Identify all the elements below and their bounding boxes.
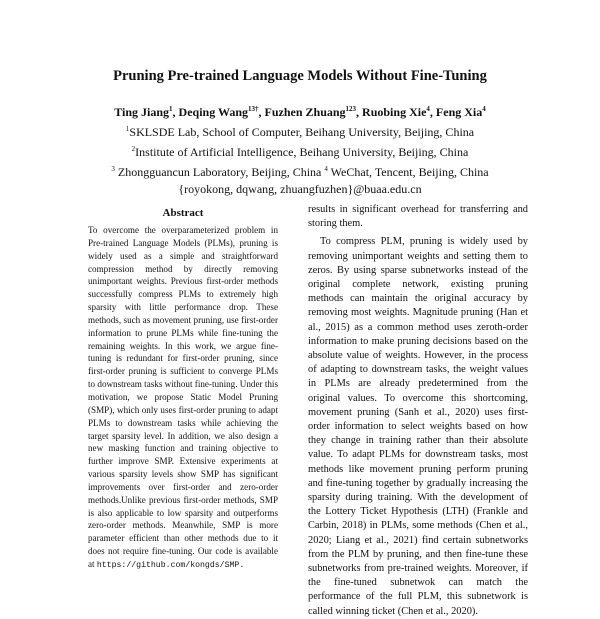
author-name: Ting Jiang: [114, 105, 170, 119]
author-name: Feng Xia: [435, 105, 483, 119]
code-link[interactable]: https://github.com/kongds/SMP.: [96, 560, 245, 570]
author-sup: 4: [426, 105, 430, 113]
affiliation-2: $^2$Institute of Artificial Intelligence, Beihang University, Beijing, China: [131, 145, 469, 159]
abstract-paragraph: To overcome the overparameterized problem in Pre-trained Language Models (PLMs), pruning is widely used as a simple and straightforward compression method by directly removing unimportant weights. Previous first-order methods successfully compress PLMs to extremely high sparsity with little performance drop. These methods, such as movement pruning, use first-order information to prune PLMs while fine-tuning the remaining weights. In this work, we argue fine-tuning is redundant for first-order pruning, since first-order pruning is sufficient to converge PLMs to downstream tasks without fine-tuning. Under this motivation, we propose Static Model Pruning (SMP), which only uses first-order pruning to adapt PLMs to downstream tasks while achieving the target sparsity level. In addition, we also design a new masking function and training objective to further improve SMP. Extensive experiments at various sparsity levels show SMP has significant improvements over first-order and zero-order methods.Unlike previous first-order methods, SMP is also applicable to low sparsity and outperforms zero-order methods. Meanwhile, SMP is more parameter efficient than other methods due to it does not require fine-tuning. Our code is available at: [88, 225, 278, 569]
author-emails: {royokong, dqwang, zhuangfuzhen}@buaa.edu.cn: [178, 182, 422, 196]
abstract-text: [88, 224, 278, 573]
author-block: [0, 101, 600, 198]
author-sup: 4: [482, 105, 486, 113]
paper-title: Pruning Pre-trained Language Models Without Fine-Tuning: [113, 68, 487, 84]
affiliation-3: $^3$ Zhongguancun Laboratory, Beijing, China $^4$ WeChat, Tencent, Beijing, China: [111, 165, 489, 179]
author-name: Fuzhen Zhuang: [264, 105, 346, 119]
author-name: Deqing Wang: [178, 105, 249, 119]
intro-paragraph-1: results in significant overhead for transferring and storing them.: [308, 204, 528, 230]
author-sup: 123: [345, 105, 357, 113]
abstract-heading: Abstract: [162, 207, 204, 219]
author-sup: 1: [169, 105, 173, 113]
intro-paragraph-2: To compress PLM, pruning is widely used by removing unimportant weights and setting them to zeros. By using sparse subnetworks instead of the original complete network, existing pruning methods can maintain the original accuracy by removing most weights. Magnitude pruning (Han et al., 2015) as a common method uses zeroth-order information to make pruning decisions based on the absolute value of weights. However, in the process of adapting to downstream tasks, the weight values in PLMs are already predetermined from the original values. To overcome this shortcoming, movement pruning (Sanh et al., 2020) uses first-order information to select weights based on how they change in training rather than their absolute value. To adapt PLMs for downstream tasks, most methods like movement pruning perform pruning and fine-tuning together by gradually increasing the sparsity during training. With the development of the Lottery Ticket Hypothesis (LTH) (Frankle and Carbin, 2018) in PLMs, some methods (Chen et al., 2020; Liang et al., 2021) find certain subnetworks from the PLM by pruning, and then fine-tune these subnetworks from pre-trained weights. Moreover, if the fine-tuned subnetwok can match the performance of the full PLM, this subnetwork is called winning ticket (Chen et al., 2020).: [308, 236, 528, 617]
author-name: Ruobing Xie: [362, 105, 427, 119]
author-names: Ting Jiang$^1$, Deqing Wang$^{13\dagger}$, Fuzhen Zhuang$^{123}$, Ruobing Xie$^4$, Feng Xia$^4$: [114, 105, 486, 119]
intro-column: [308, 203, 528, 619]
author-sup: 13†: [248, 105, 259, 113]
affiliation-1: $^1$SKLSDE Lab, School of Computer, Beihang University, Beijing, China: [125, 125, 475, 139]
